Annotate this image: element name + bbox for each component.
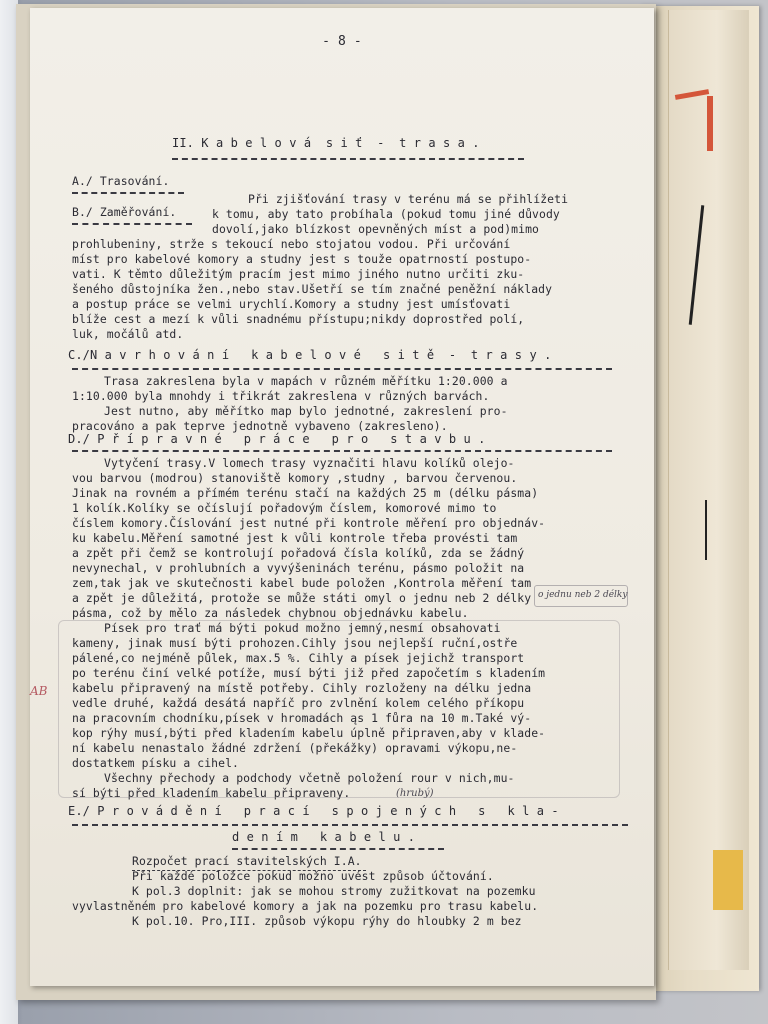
heading-c: C./N a v r h o v á n í k a b e l o v é s i t ě - t r a s y . xyxy=(68,348,552,362)
heading-e-underline-2 xyxy=(232,848,444,850)
heading-a-underline xyxy=(72,192,184,194)
para-d-line-9: zem,tak jak ve skutečnosti kabel bude položen ,Kontrola měření tam xyxy=(72,576,532,590)
heading-d-underline xyxy=(72,450,612,452)
para-d-line-13: kameny, jinak musí býti prohozen.Cihly jsou nejlepší ruční,ostře xyxy=(72,636,518,650)
para1-line-3: dovolí,jako blízkost opevněných míst a pod)mimo xyxy=(212,222,540,236)
para-c-line-3: Jest nutno, aby měřítko map bylo jednotné, zakreslení pro- xyxy=(104,404,508,418)
para-d-line-12: Písek pro trať má býti pokud možno jemný,nesmí obsahovati xyxy=(104,621,501,635)
para1-line-6: vati. K těmto důležitým pracím jest mimo jiného nutno určiti zku- xyxy=(72,267,525,281)
para-d-line-11: pásma, což by mělo za následek chybnou objednávku kabelu. xyxy=(72,606,469,620)
folded-map-strip xyxy=(668,10,749,970)
heading-e-line-1: E./ P r o v á d ě n í p r a c í s p o j e n ý c h s k l a - xyxy=(68,804,559,818)
para1-line-5: míst pro kabelové komory a studny jest s touže opatrností postupo- xyxy=(72,252,532,266)
document-page xyxy=(30,8,654,986)
para-d-line-19: kop rýhy musí,býti před kladením kabelu úplně připraven,aby v klade- xyxy=(72,726,546,740)
para-e-line-2: Při každé položce pokud možno uvést způsob účtování. xyxy=(132,869,494,883)
handwritten-note-2: (hrubý) xyxy=(396,788,434,799)
para-d-line-10: a zpět je důležitá, protože se může státi omyl o jednu neb 2 délky xyxy=(72,591,532,605)
para1-line-7: šeného důstojníka žen.,nebo stav.Ušetří se tím značné peněžní náklady xyxy=(72,282,553,296)
para1-line-10: luk, močálů atd. xyxy=(72,327,184,341)
para-e-line-1: Rozpočet prací stavitelských I.A. xyxy=(132,854,362,868)
page-number: - 8 - xyxy=(322,34,362,49)
para-d-line-2: vou barvou (modrou) stanoviště komory ,studny , barvou červenou. xyxy=(72,471,518,485)
para-e-line-3: K pol.3 doplnit: jak se mohou stromy zužitkovat na pozemku xyxy=(132,884,536,898)
title-underline xyxy=(172,158,524,160)
para-c-line-2: 1:10.000 byla mnohdy i třikrát zakreslena v různých barvách. xyxy=(72,389,490,403)
handwritten-note-1: o jednu neb 2 délky xyxy=(538,590,628,600)
para1-line-4: prohlubeniny, strže s tekoucí nebo stojatou vodou. Při určování xyxy=(72,237,511,251)
para-e-line-4: vyvlastněném pro kabelové komory a jak na pozemku pro trasu kabelu. xyxy=(72,899,539,913)
para-d-line-17: vedle druhé, každá desátá napříč pro zvlnění kolem celého příkopu xyxy=(72,696,525,710)
para-d-line-3: Jinak na rovném a přímém terénu stačí na každých 25 m (délku pásma) xyxy=(72,486,539,500)
para1-line-8: a postup práce se velmi urychlí.Komory a studny jest umísťovati xyxy=(72,297,511,311)
para-d-line-7: a zpět při čemž se kontrolují pořadová čísla kolíků, zda se žádný xyxy=(72,546,525,560)
para-d-line-18: na pracovním chodníku,písek v hromadách ąs 1 fůra na 10 m.Také vý- xyxy=(72,711,532,725)
para-d-line-20: ní kabelu nenastalo žádné zdržení (překážky) opravami výkopu,ne- xyxy=(72,741,518,755)
para-d-line-5: číslem komory.Číslování jest nutné při kontrole měření pro objednáv- xyxy=(72,516,546,530)
para-d-line-15: po terénu činí velké potíže, musí býti již před započetím s kladením xyxy=(72,666,546,680)
pencil-bracket xyxy=(58,620,620,798)
heading-e-underline-1 xyxy=(72,824,628,826)
para-c-line-4: pracováno a pak teprve jednotně vybaveno (zakresleno). xyxy=(72,419,448,433)
para-c-line-1: Trasa zakreslena byla v mapách v různém měřítku 1:20.000 a xyxy=(104,374,508,388)
para-d-line-16: kabelu připravený na místě potřeby. Cihly rozloženy na délku jedna xyxy=(72,681,532,695)
para-d-line-23: sí býti před kladením kabelu připraveny. xyxy=(72,786,351,800)
heading-c-underline xyxy=(72,368,612,370)
heading-e-line-2: d e n í m k a b e l u . xyxy=(232,830,416,844)
section-title: II. K a b e l o v á s i ť - t r a s a . xyxy=(172,136,480,150)
heading-b: B./ Zaměřování. xyxy=(72,205,177,219)
margin-note: AB xyxy=(30,684,48,698)
para-d-line-14: pálené,co nejméně půlek, max.5 %. Cihly a písek jejichž transport xyxy=(72,651,525,665)
para1-line-9: blíže cest a mezí k vůli snadnému přístupu;nikdy doprostřed polí, xyxy=(72,312,525,326)
heading-d: D./ P ř í p r a v n é p r á c e p r o s t a v b u . xyxy=(68,432,486,446)
para-d-line-22: Všechny přechody a podchody včetně položení rour v nich,mu- xyxy=(104,771,515,785)
para1-line-1: Při zjišťování trasy v terénu má se přihlížeti xyxy=(248,192,569,206)
para-e-line-5: K pol.10. Pro,III. způsob výkopu rýhy do hloubky 2 m bez xyxy=(132,914,522,928)
para-d-line-1: Vytyčení trasy.V lomech trasy vyznačiti hlavu kolíků olejo- xyxy=(104,456,515,470)
para-d-line-4: 1 kolík.Kolíky se očíslují pořadovým číslem, komorové mimo to xyxy=(72,501,497,515)
para1-line-2: k tomu, aby tato probíhala (pokud tomu jiné důvody xyxy=(212,207,560,221)
heading-a: A./ Trasování. xyxy=(72,174,170,188)
para-d-line-8: nevynechal, v prohlubních a vyvýšeninách terénu, pásmo položit na xyxy=(72,561,525,575)
para-d-line-21: dostatkem písku a cihel. xyxy=(72,756,239,770)
para-d-line-6: ku kabelu.Měření samotné jest k vůli kontrole třeba provésti tam xyxy=(72,531,518,545)
heading-b-underline xyxy=(72,223,192,225)
